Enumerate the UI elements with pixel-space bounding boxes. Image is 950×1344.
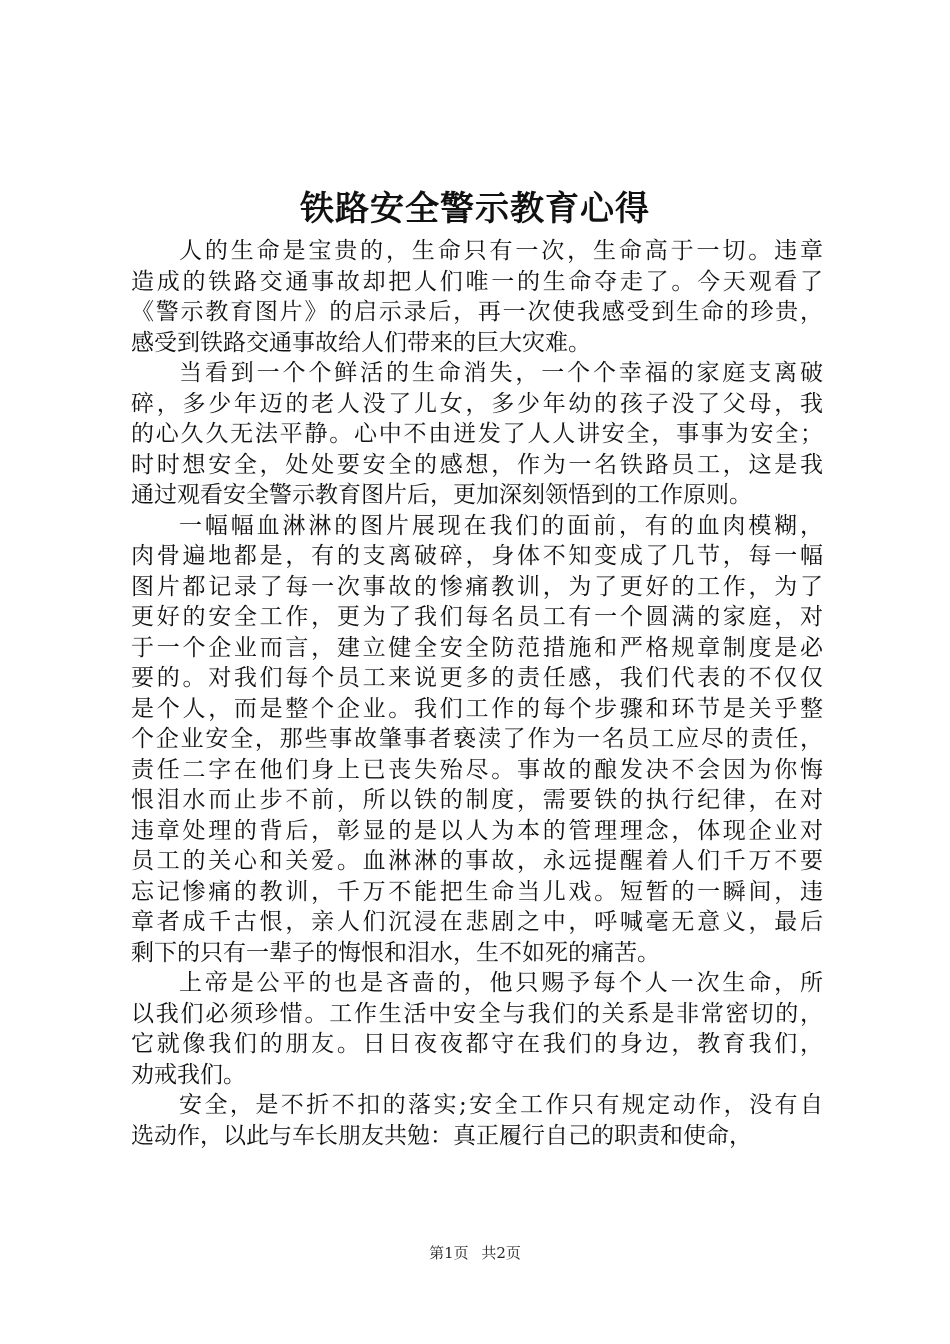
paragraph-line: 造成的铁路交通事故却把人们唯一的生命夺走了。今天观看了 — [131, 268, 823, 295]
paragraph-line: 碎，多少年迈的老人没了儿女，多少年幼的孩子没了父母，我 — [131, 390, 823, 417]
paragraph — [131, 358, 823, 511]
page-footer — [0, 1243, 950, 1263]
paragraph-line: 剩下的只有一辈子的悔恨和泪水，生不如死的痛苦。 — [131, 939, 660, 966]
paragraph-line: 当看到一个个鲜活的生命消失，一个个幸福的家庭支离破 — [179, 360, 823, 386]
paragraph — [131, 236, 823, 358]
paragraph-line: 员工的关心和关爱。血淋淋的事故，永远提醒着人们千万不要 — [131, 848, 823, 874]
paragraph-line: 于一个企业而言，建立健全安全防范措施和严格规章制度是必 — [131, 634, 823, 661]
paragraph-line: 个企业安全，那些事故肇事者亵渎了作为一名员工应尽的责任， — [131, 726, 823, 752]
document-body — [131, 236, 823, 1151]
paragraph-line: 它就像我们的朋友。日日夜夜都守在我们的身边，教育我们， — [131, 1031, 823, 1057]
paragraph-line: 图片都记录了每一次事故的惨痛教训，为了更好的工作，为了 — [131, 573, 823, 600]
document-title: 铁路安全警示教育心得 — [300, 189, 650, 229]
paragraph-line: 《警示教育图片》的启示录后，再一次使我感受到生命的珍贵， — [131, 299, 823, 325]
paragraph-line: 更好的安全工作，更为了我们每名员工有一个圆满的家庭，对 — [131, 604, 823, 630]
paragraph-line: 一幅幅血淋淋的图片展现在我们的面前，有的血肉模糊， — [179, 512, 823, 539]
paragraph — [131, 968, 823, 1090]
paragraph-line: 恨泪水而止步不前，所以铁的制度，需要铁的执行纪律，在对 — [131, 787, 823, 813]
paragraph-line: 肉骨遍地都是，有的支离破碎，身体不知变成了几节，每一幅 — [131, 543, 823, 569]
paragraph-line: 感受到铁路交通事故给人们带来的巨大灾难。 — [131, 329, 591, 356]
paragraph-line: 人的生命是宝贵的，生命只有一次，生命高于一切。违章 — [179, 238, 823, 264]
paragraph-line: 责任二字在他们身上已丧失殆尽。事故的酿发决不会因为你悔 — [131, 756, 823, 783]
paragraph-line: 违章处理的背后，彰显的是以人为本的管理理念，体现企业对 — [131, 817, 823, 844]
paragraph-line: 是个人，而是整个企业。我们工作的每个步骤和环节是关乎整 — [131, 695, 823, 722]
paragraph-line: 通过观看安全警示教育图片后，更加深刻领悟到的工作原则。 — [131, 482, 752, 508]
paragraph-line: 时时想安全，处处要安全的感想，作为一名铁路员工，这是我 — [131, 451, 823, 478]
paragraph-line: 安全，是不折不扣的落实;安全工作只有规定动作，没有自 — [179, 1092, 823, 1118]
page-number: 第1页 — [429, 1244, 469, 1262]
paragraph-line: 的心久久无法平静。心中不由迸发了人人讲安全，事事为安全； — [131, 421, 823, 447]
paragraph-line: 选动作，以此与车长朋友共勉：真正履行自己的职责和使命， — [131, 1122, 752, 1149]
paragraph — [131, 511, 823, 969]
paragraph-line: 忘记惨痛的教训，千万不能把生命当儿戏。短暂的一瞬间，违 — [131, 878, 823, 905]
paragraph-line: 劝戒我们。 — [131, 1061, 246, 1088]
paragraph-line: 要的。对我们每个员工来说更多的责任感，我们代表的不仅仅 — [131, 665, 823, 691]
page-total: 共2页 — [481, 1244, 521, 1262]
paragraph-line: 以我们必须珍惜。工作生活中安全与我们的关系是非常密切的， — [131, 1000, 823, 1027]
paragraph — [131, 1090, 823, 1151]
paragraph-line: 上帝是公平的也是吝啬的，他只赐予每个人一次生命，所 — [179, 970, 823, 996]
paragraph-line: 章者成千古恨，亲人们沉浸在悲剧之中，呼喊毫无意义，最后 — [131, 909, 823, 935]
